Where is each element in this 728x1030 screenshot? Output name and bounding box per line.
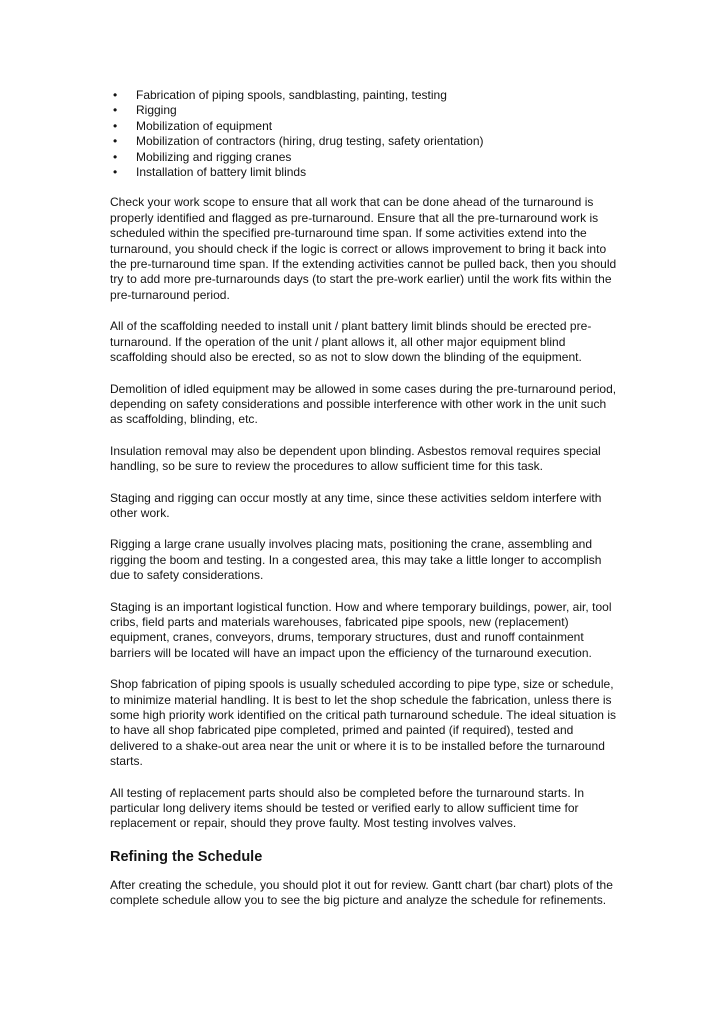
paragraph-demolition: Demolition of idled equipment may be allowed in some cases during the pre-turnaround period, depending on safety considerations and possible interference with other work in the unit such as scaffolding, blinding, etc. (110, 381, 617, 427)
bullet-icon: • (113, 88, 118, 102)
bullet-icon: • (113, 103, 118, 118)
list-item (110, 119, 622, 134)
list-item (110, 88, 622, 103)
bullet-icon: • (113, 118, 118, 133)
paragraph-shop-fabrication: Shop fabrication of piping spools is usually scheduled according to pipe type, size or schedule, to minimize material handling. It is best to let the shop schedule the fabrication, unless there is some high priority work identified on the critical path turnaround schedule. The ideal situation is to have all shop fabricated pipe completed, primed and painted (if required), tested and delivered to a shake-out area near the unit or where it is to be installed before the turnaround starts. (110, 677, 617, 769)
paragraph-refining: After creating the schedule, you should plot it out for review. Gantt chart (bar chart) plots of the complete schedule allow you to see the big picture and analyze the schedule for refinements. (110, 877, 613, 908)
document-page (110, 88, 622, 925)
list-item-text: Installation of battery limit blinds (136, 165, 307, 180)
list-item (110, 150, 622, 165)
paragraph-staging-rigging: Staging and rigging can occur mostly at any time, since these activities seldom interfere with other work. (110, 490, 602, 520)
paragraph-crane: Rigging a large crane usually involves placing mats, positioning the crane, assembling and rigging the boom and testing. In a congested area, this may take a little longer to accomplish due to safety considerations. (110, 537, 602, 583)
bullet-icon: • (113, 165, 118, 180)
list-item (110, 134, 622, 149)
list-item (110, 165, 622, 180)
paragraph-testing: All testing of replacement parts should also be completed before the turnaround starts. In particular long delivery items should be tested or verified early to allow sufficient time for replacement or repair, should they prove faulty. Most testing involves valves. (110, 785, 585, 831)
paragraph-work-scope: Check your work scope to ensure that all work that can be done ahead of the turnaround is properly identified and flagged as pre-turnaround. Ensure that all the pre-turnaround work is scheduled within the specified pre-turnaround time span. If some activities extend into the turnaround, you should check if the logic is correct or allows improvement to bring it back into the pre-turnaround time span. If the extending activities cannot be pulled back, then you should try to add more pre-turnarounds days (to start the pre-work earlier) until the work fits within the pre-turnaround period. (110, 195, 617, 302)
list-item-text: Mobilizing and rigging cranes (136, 149, 292, 164)
paragraph-insulation: Insulation removal may also be dependent upon blinding. Asbestos removal requires special handling, so be sure to review the procedures to allow sufficient time for this task. (110, 443, 601, 474)
list-item (110, 103, 622, 118)
bullet-list (110, 88, 622, 180)
section-heading: Refining the Schedule (110, 848, 263, 865)
bullet-icon: • (113, 149, 118, 164)
list-item-text: Rigging (136, 103, 177, 118)
paragraph-scaffolding: All of the scaffolding needed to install unit / plant battery limit blinds should be erected pre-turnaround. If the operation of the unit / plant allows it, all other major equipment blind scaffolding should also be erected, so as not to slow down the blinding of the equipment. (110, 319, 592, 365)
list-item-text: Fabrication of piping spools, sandblasting, painting, testing (136, 88, 447, 102)
list-item-text: Mobilization of equipment (136, 118, 273, 133)
list-item-text: Mobilization of contractors (hiring, drug testing, safety orientation) (136, 134, 484, 149)
bullet-icon: • (113, 134, 118, 149)
paragraph-staging-logistics: Staging is an important logistical function. How and where temporary buildings, power, air, tool cribs, field parts and materials warehouses, fabricated pipe spools, new (replacement) equipment, cranes, conveyors, drums, temporary structures, dust and runoff containment barriers will be located will have an impact upon the efficiency of the turnaround execution. (110, 599, 612, 660)
